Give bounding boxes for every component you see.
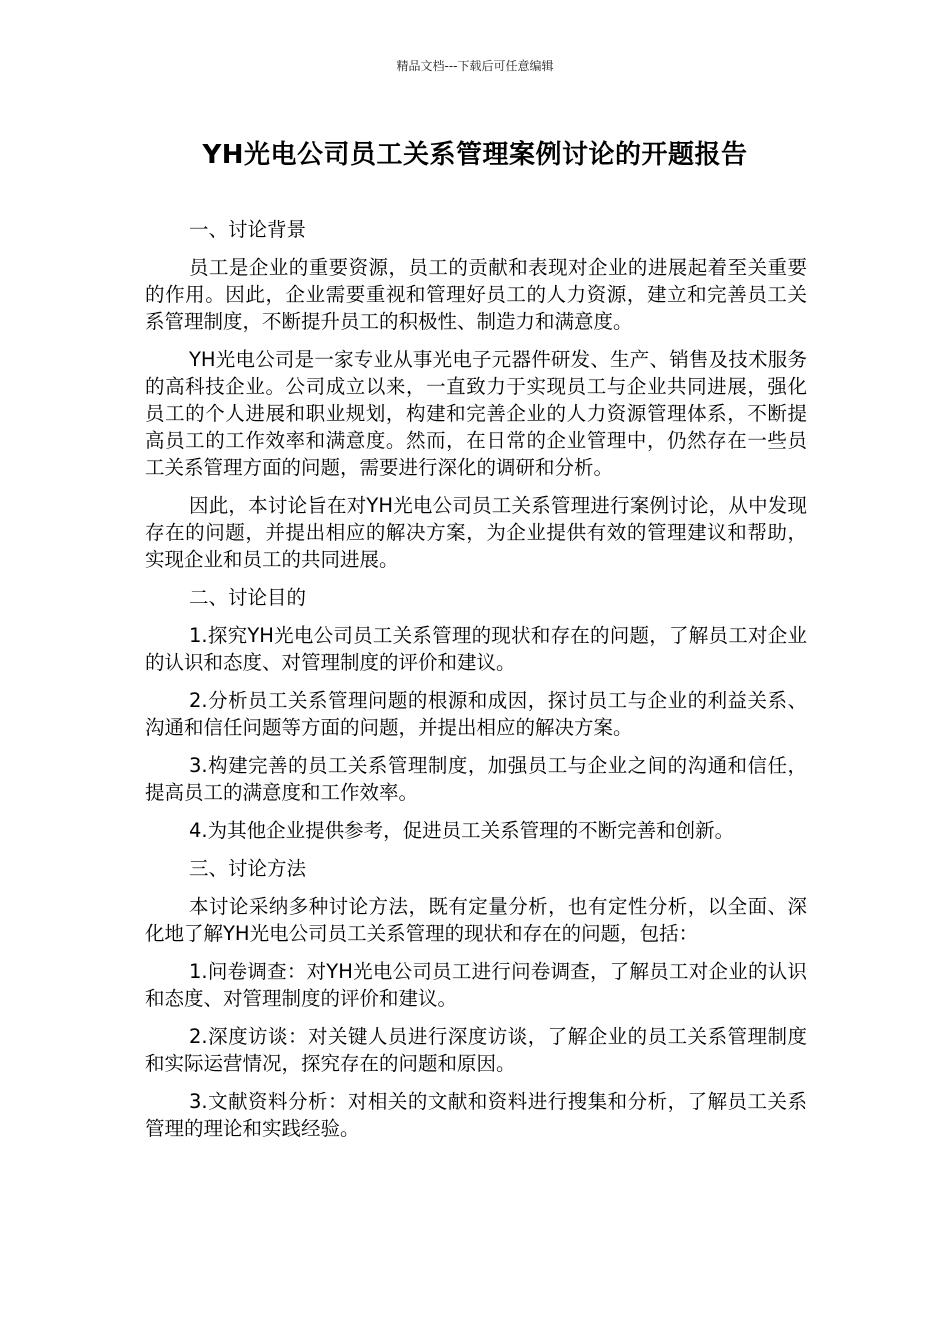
paragraph: 1.问卷调查：对YH光电公司员工进行问卷调查，了解员工对企业的认识和态度、对管理制度的评价和建议。 [145, 960, 807, 1010]
paragraph: 4.为其他企业提供参考，促进员工关系管理的不断完善和创新。 [189, 819, 735, 842]
document-title: YH光电公司员工关系管理案例讨论的开题报告 [202, 140, 748, 170]
section-heading: 一、讨论背景 [189, 218, 307, 241]
paragraph: 2.深度访谈：对关键人员进行深度访谈，了解企业的员工关系管理制度和实际运营情况，探究存在的问题和原因。 [145, 1025, 807, 1075]
paragraph: 因此，本讨论旨在对YH光电公司员工关系管理进行案例讨论，从中发现存在的问题，并提出相应的解决方案，为企业提供有效的管理建议和帮助，实现企业和员工的共同进展。 [145, 494, 807, 571]
paragraph: 1.探究YH光电公司员工关系管理的现状和存在的问题，了解员工对企业的认识和态度、对管理制度的评价和建议。 [145, 624, 807, 674]
paragraph: 员工是企业的重要资源，员工的贡献和表现对企业的进展起着至关重要的作用。因此，企业需要重视和管理好员工的人力资源，建立和完善员工关系管理制度，不断提升员工的积极性、制造力和满意度。 [145, 256, 807, 333]
paragraph: 3.构建完善的员工关系管理制度，加强员工与企业之间的沟通和信任，提高员工的满意度和工作效率。 [145, 754, 807, 804]
paragraph: 2.分析员工关系管理问题的根源和成因，探讨员工与企业的利益关系、沟通和信任问题等方面的问题，并提出相应的解决方案。 [145, 689, 807, 739]
section-heading: 三、讨论方法 [189, 857, 307, 880]
section-purpose [145, 584, 807, 844]
document-body [145, 216, 807, 1153]
section-heading: 二、讨论目的 [189, 586, 307, 609]
paragraph: 本讨论采纳多种讨论方法，既有定量分析，也有定性分析，以全面、深化地了解YH光电公司员工关系管理的现状和存在的问题，包括： [145, 895, 807, 945]
paragraph: 3.文献资料分析：对相关的文献和资料进行搜集和分析，了解员工关系管理的理论和实践经验。 [145, 1090, 807, 1140]
page-header: 精品文档---下载后可任意编辑 [396, 59, 554, 73]
section-background [145, 216, 807, 573]
section-method [145, 855, 807, 1142]
paragraph: YH光电公司是一家专业从事光电子元器件研发、生产、销售及技术服务的高科技企业。公司成立以来，一直致力于实现员工与企业共同进展，强化员工的个人进展和职业规划，构建和完善企业的人力资源管理体系，不断提高员工的工作效率和满意度。然而，在日常的企业管理中，仍然存在一些员工关系管理方面的问题，需要进行深化的调研和分析。 [145, 348, 807, 479]
